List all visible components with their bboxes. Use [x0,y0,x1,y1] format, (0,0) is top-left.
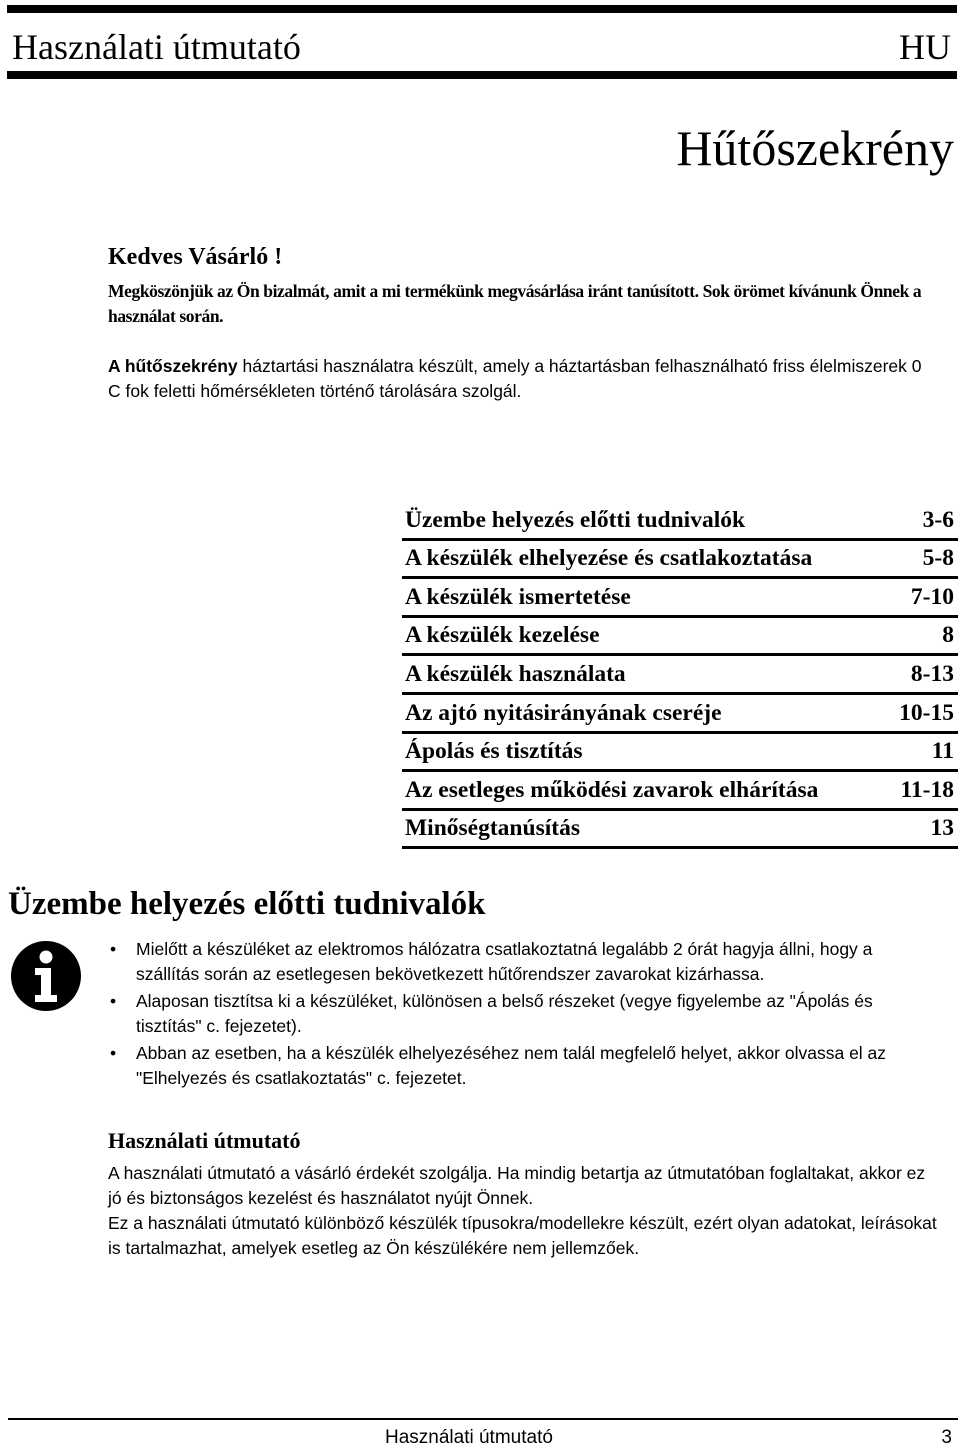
toc-title: Üzembe helyezés előtti tudnivalók [405,506,746,533]
toc-pages: 3-6 [922,506,954,533]
toc-title: A készülék ismertetése [405,583,631,610]
toc-title: Minőségtanúsítás [405,815,580,842]
toc-row [402,734,958,773]
toc-pages: 8-13 [910,660,954,687]
toc-pages: 11-18 [900,776,954,803]
manual-paragraph: Ez a használati útmutató különböző készülék típusokra/modellekre készült, ezért olyan adatokat, leírásokat is tartalmazhat, amelyek esetleg az Ön készülékére nem jellemzőek. [108,1213,937,1258]
precaution-list [108,937,938,1093]
footer-divider [8,1418,958,1420]
toc-row [402,618,958,657]
toc-title: Az esetleges működési zavarok elhárítása [405,776,819,803]
document-title: Hűtőszekrény [676,120,954,176]
list-item [108,989,938,1039]
manual-paragraph: A használati útmutató a vásárló érdekét szolgálja. Ha mindig betartja az útmutatóban foglaltakat, akkor ez jó és biztonságos kezelést és használatot nyújt Önnek. [108,1163,926,1208]
toc-title: Az ajtó nyitásirányának cseréje [405,699,722,726]
toc-row [402,656,958,695]
bullet-mark: • [110,939,117,959]
toc-pages: 7-10 [910,583,954,610]
manual-heading: Használati útmutató [108,1128,301,1153]
purpose-text [108,354,928,404]
toc-row [402,695,958,734]
bullet-mark: • [110,1043,117,1063]
bullet-text: Alaposan tisztítsa ki a készüléket, különösen a belső részeket (vegye figyelembe az "Ápolás és tisztítás" c. fejezetet). [136,991,873,1036]
page-number: 3 [941,1427,952,1448]
toc-pages: 13 [930,815,954,842]
thanks-text: Megköszönjük az Ön bizalmát, amit a mi termékünk megvásárlása iránt tanúsított. Sok örömet kívánunk Önnek a használat során. [108,281,922,326]
list-item [108,937,938,987]
page-header [7,5,957,79]
header-title: Használati útmutató [12,27,301,67]
toc-pages: 5-8 [922,545,954,572]
header-language: HU [899,27,951,67]
bullet-text: Mielőtt a készüléket az elektromos hálózatra csatlakoztatná legalább 2 órát hagyja állni, hogy a szállítás során az esetlegesen bekövetkezett hűtőrendszer zavarokat kizárhassa. [136,939,873,984]
toc-row [402,541,958,580]
footer-label: Használati útmutató [385,1427,553,1448]
purpose-bold: A hűtőszekrény [108,356,238,376]
toc-row [402,579,958,618]
bullet-mark: • [110,991,117,1011]
toc-title: A készülék használata [405,660,626,687]
toc-pages: 8 [942,622,954,649]
toc-pages: 10-15 [899,699,954,726]
intro [108,242,928,404]
toc-row [402,811,958,850]
purpose-rest: háztartási használatra készült, amely a háztartásban felhasználható friss élelmiszerek 0 C fok feletti hőmérsékleten történő tárolására szolgál. [108,356,922,401]
manual-text [108,1161,938,1261]
toc-pages: 11 [931,738,954,765]
section-heading: Üzembe helyezés előtti tudnivalók [8,886,486,922]
toc-title: A készülék elhelyezése és csatlakoztatása [405,545,813,572]
toc-title: A készülék kezelése [405,622,600,649]
toc-title: Ápolás és tisztítás [405,738,583,765]
bullet-text: Abban az esetben, ha a készülék elhelyezéséhez nem talál megfelelő helyet, akkor olvassa el az "Elhelyezés és csatlakoztatás" c. fejezetet. [136,1043,887,1088]
info-icon [10,940,82,1012]
toc-row [402,772,958,811]
greeting: Kedves Vásárló ! [108,244,283,270]
list-item [108,1041,938,1091]
toc-row [402,502,958,541]
table-of-contents [402,502,958,849]
